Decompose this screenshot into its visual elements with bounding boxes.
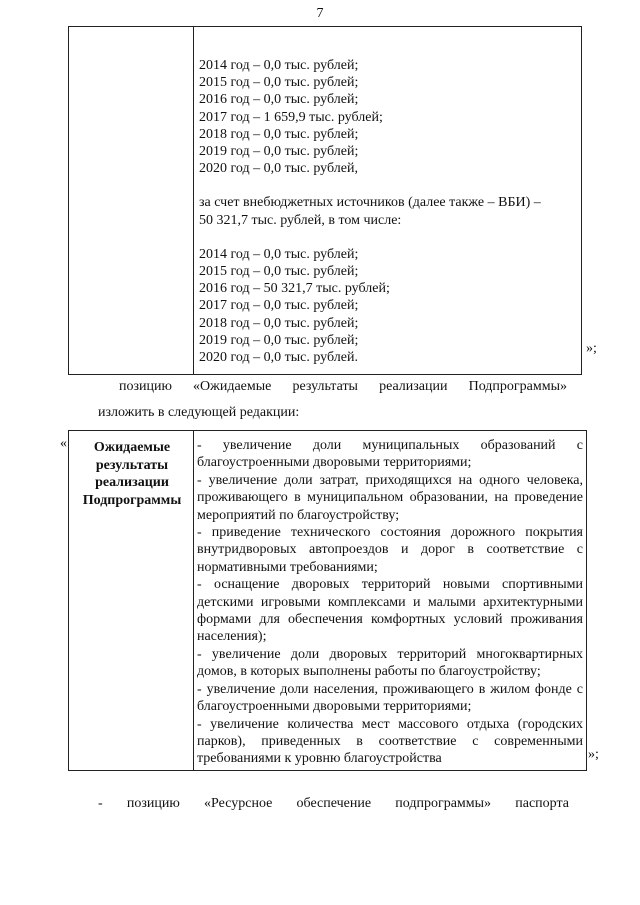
result-item: - увеличение доли дворовых территорий многоквартирных домов, в которых выполнены работы по благоустройству; (197, 646, 583, 680)
funding-line: 2016 год – 0,0 тыс. рублей; (199, 92, 359, 108)
instruction-paragraph: - позицию «Ресурсное обеспечение подпрограммы» паспорта (98, 796, 569, 811)
closing-quote: »; (588, 747, 599, 762)
funding-line: 2020 год – 0,0 тыс. рублей, (199, 161, 358, 177)
funding-line: 2019 год – 0,0 тыс. рублей; (199, 332, 359, 348)
result-item: - увеличение количества мест массового отдыха (городских парков), приведенных в соответствие с современными требованиями к уровню благоустройства (197, 716, 583, 767)
funding-line: 2019 год – 0,0 тыс. рублей; (199, 144, 359, 160)
funding-line: 2015 год – 0,0 тыс. рублей; (199, 264, 359, 280)
funding-line: 2014 год – 0,0 тыс. рублей; (199, 58, 359, 73)
table-column-divider (193, 431, 194, 770)
result-item: - оснащение дворовых территорий новыми спортивными детскими игровыми комплексами и малыми архитектурными формами для обеспечения комфортных условий проживания населения); (197, 577, 583, 645)
results-table (68, 430, 587, 771)
vbi-text: 50 321,7 тыс. рублей, в том числе: (199, 212, 402, 228)
funding-line: 2014 год – 0,0 тыс. рублей; (199, 246, 359, 262)
page-number: 7 (316, 6, 324, 21)
funding-line: 2018 год – 0,0 тыс. рублей; (199, 315, 359, 331)
funding-cell (199, 57, 579, 366)
opening-quote: « (60, 436, 67, 451)
funding-line: 2020 год – 0,0 тыс. рублей. (199, 350, 358, 366)
funding-line: 2015 год – 0,0 тыс. рублей; (199, 75, 359, 91)
funding-line: 2017 год – 0,0 тыс. рублей; (199, 298, 359, 314)
row-label: Ожидаемые результаты реализации Подпрограммы (82, 440, 182, 508)
funding-table (68, 26, 582, 375)
result-item: - увеличение доли затрат, приходящихся на одного человека, проживающего в муниципальном образовании, на проведение мероприятий по благоустройству; (197, 472, 583, 523)
funding-line: 2018 год – 0,0 тыс. рублей; (199, 126, 359, 142)
instruction-paragraph: изложить в следующей редакции: (98, 405, 300, 420)
funding-line: 2016 год – 50 321,7 тыс. рублей; (199, 281, 390, 297)
vbi-text: за счет внебюджетных источников (далее также – ВБИ) – (199, 195, 541, 211)
funding-line: 2017 год – 1 659,9 тыс. рублей; (199, 109, 383, 125)
closing-quote: »; (586, 341, 597, 356)
instruction-paragraph: позицию «Ожидаемые результаты реализации Подпрограммы» (119, 379, 567, 394)
result-item: - увеличение доли муниципальных образований с благоустроенными дворовыми территориями; (197, 438, 583, 471)
result-item: - увеличение доли населения, проживающего в жилом фонде с благоустроенными дворовыми территориями; (197, 681, 583, 715)
result-item: - приведение технического состояния дорожного покрытия внутридворовых автопроездов и дорог в соответствие с нормативными требованиями; (197, 525, 583, 575)
table-column-divider (193, 27, 194, 374)
results-cell (197, 437, 583, 768)
